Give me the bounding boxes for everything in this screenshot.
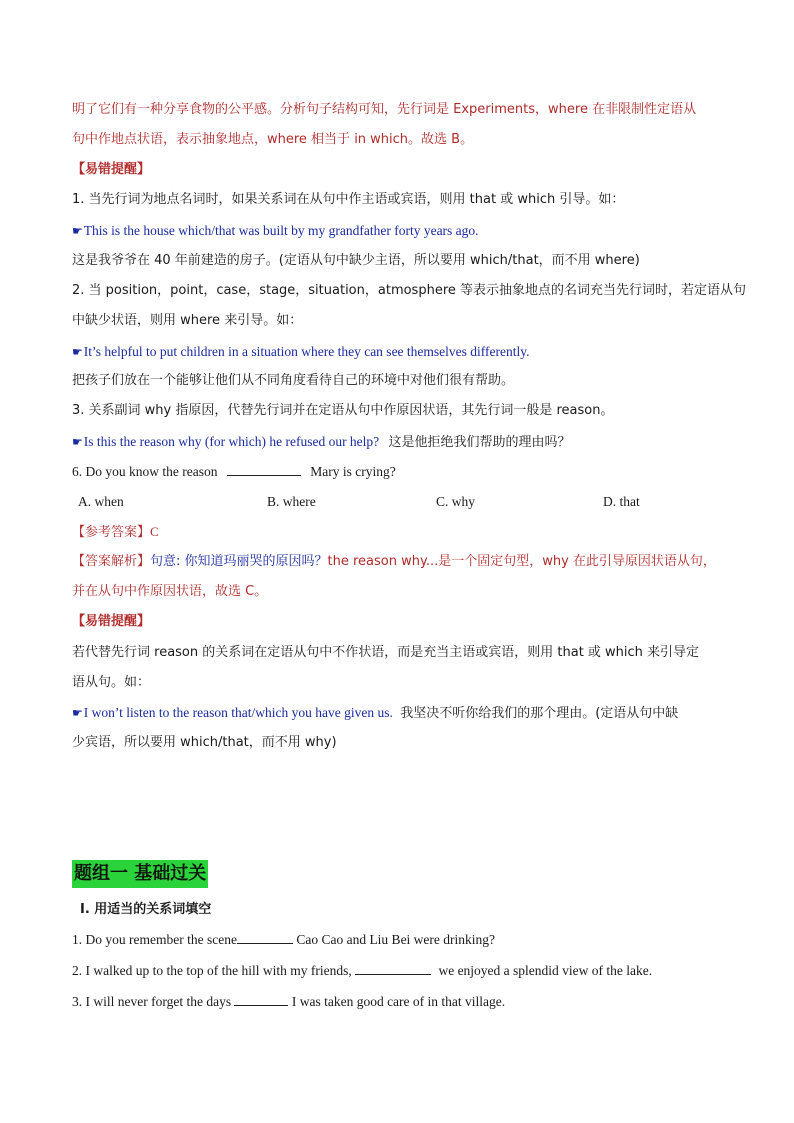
pointing-hand-icon: ☛ [72, 345, 83, 359]
analysis-line [72, 552, 722, 572]
example-text: I won’t listen to the reason that/which you have given us. [83, 705, 393, 720]
section-heading: I. 用适当的关系词填空 [80, 902, 212, 917]
exercise-text: we enjoyed a splendid view of the lake. [438, 963, 653, 978]
exercise-item [72, 961, 722, 981]
option-a: A. when [78, 494, 124, 509]
option-d: D. that [603, 494, 640, 509]
example-translation: 我坚决不听你给我们的那个理由。(定语从句中缺 [400, 706, 679, 721]
tip-point: 1. 当先行词为地点名词时，如果关系词在从句中作主语或宾语，则用 that 或 which 引导。如： [72, 192, 625, 207]
exercise-item [72, 930, 722, 950]
exercise-text: 1. Do you remember the scene [72, 932, 237, 947]
tip-point: 2. 当 position，point，case，stage，situation，atmosphere 等表示抽象地点的名词充当先行词时，若定语从句 [72, 283, 747, 298]
example-text: It’s helpful to put children in a situation where they can see themselves differently. [83, 344, 530, 359]
tip-point: 中缺少状语，则用 where 来引导。如： [72, 313, 303, 328]
answer-blank [355, 961, 431, 975]
example-text: This is the house which/that was built by my grandfather forty years ago. [83, 223, 479, 238]
pointing-hand-icon: ☛ [72, 435, 83, 449]
answer-blank [234, 992, 288, 1006]
exercise-text: 2. I walked up to the top of the hill with my friends, [72, 963, 352, 978]
tip-heading: 【易错提醒】 [72, 162, 151, 177]
answer-line [72, 522, 722, 543]
answer-blank [227, 462, 301, 476]
analysis-line: 并在从句中作原因状语，故选 C。 [72, 584, 268, 599]
option-b: B. where [267, 494, 316, 509]
exercise-text: 3. I will never forget the days [72, 994, 232, 1009]
pointing-hand-icon: ☛ [72, 224, 83, 238]
group-title: 题组一 基础过关 [72, 860, 208, 888]
analysis-text: the reason why...是一个固定句型， [327, 554, 543, 569]
option-c: C. why [436, 494, 476, 509]
paragraph-line: 句中作地点状语，表示抽象地点，where 相当于 in which。故选 B。 [72, 132, 474, 147]
example-translation: 这是我爷爷在 40 年前建造的房子。(定语从句中缺少主语，所以要用 which/that，而不用 where) [72, 253, 640, 268]
example-translation: 少宾语，所以要用 which/that，而不用 why) [72, 735, 337, 750]
example-sentence [72, 221, 722, 241]
question-text: Mary is crying? [310, 464, 396, 479]
tip-point: 语从句。如： [72, 675, 151, 690]
example-sentence [72, 432, 722, 453]
answer-blank [237, 930, 293, 944]
analysis-text: 句意: 你知道玛丽哭的原因吗？ [150, 554, 328, 569]
exercise-item [72, 992, 722, 1012]
analysis-label: 【答案解析】 [72, 554, 151, 569]
paragraph-line: 明了它们有一种分享食物的公平感。分析句子结构可知，先行词是 Experiments，where 在非限制性定语从 [72, 102, 697, 117]
exercise-text: Cao Cao and Liu Bei were drinking? [296, 932, 496, 947]
question-text: 6. Do you know the reason [72, 464, 218, 479]
example-translation: 把孩子们放在一个能够让他们从不同角度看待自己的环境中对他们很有帮助。 [72, 373, 515, 388]
example-sentence [72, 703, 722, 724]
pointing-hand-icon: ☛ [72, 706, 83, 720]
tip-point: 若代替先行词 reason 的关系词在定语从句中不作状语，而是充当主语或宾语，则用 that 或 which 来引导定 [72, 645, 700, 660]
exercise-text: I was taken good care of in that village. [291, 994, 506, 1009]
example-translation: 这是他拒绝我们帮助的理由吗？ [388, 435, 571, 450]
answer-value: C [150, 524, 159, 539]
example-sentence [72, 342, 722, 362]
tip-point: 3. 关系副词 why 指原因，代替先行词并在定语从句中作原因状语，其先行词一般是 reason。 [72, 403, 614, 418]
analysis-text: why 在此引导原因状语从句， [542, 554, 716, 569]
example-text: Is this the reason why (for which) he refused our help? [83, 434, 380, 449]
answer-label: 【参考答案】 [72, 525, 151, 540]
tip-heading: 【易错提醒】 [72, 614, 151, 629]
question-stem [72, 462, 722, 482]
